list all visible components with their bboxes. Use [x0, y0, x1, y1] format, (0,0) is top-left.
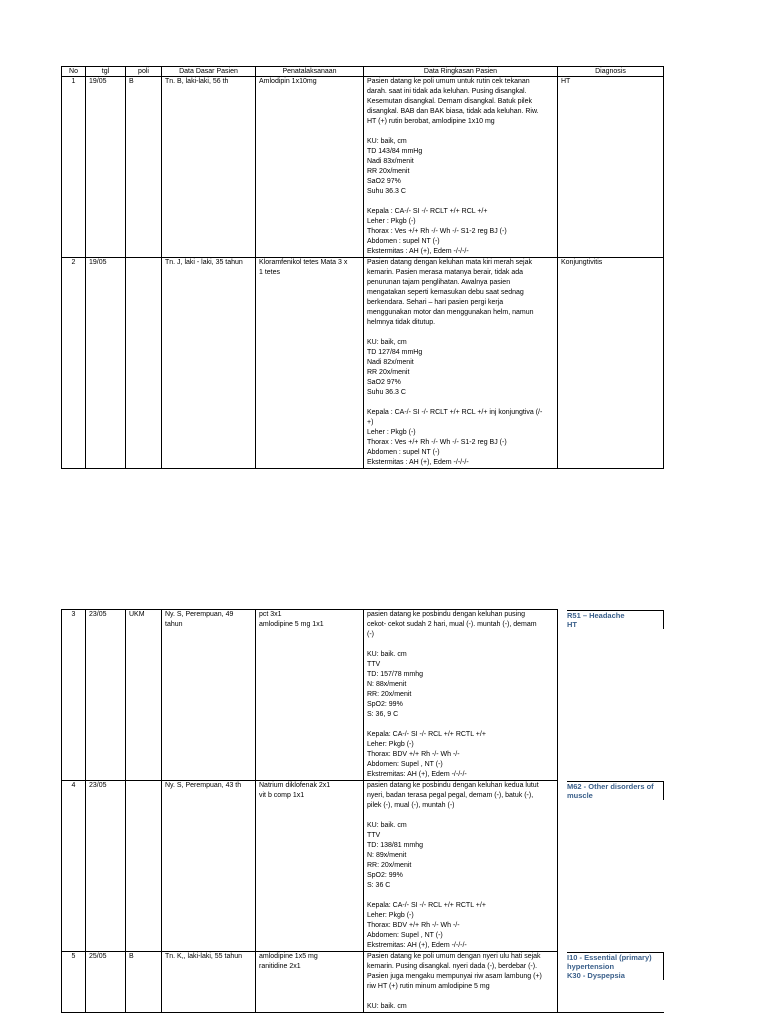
text-line: Natrium diklofenak 2x1: [259, 782, 331, 789]
text-line: Nadi 82x/menit: [367, 359, 414, 366]
text-line: Ny. S, Perempuan, 43 th: [165, 782, 242, 789]
text-line: N: 89x/menit: [367, 852, 407, 859]
text-line: berkendara. Sehari – hari pasien pergi kerja: [367, 299, 504, 306]
text-line: Kepala: CA-/- SI -/- RCL +/+ RCTL +/+: [367, 902, 486, 909]
cell-tgl: 19/05: [86, 77, 126, 258]
diagnosis-box: [567, 610, 664, 629]
cell-diagnosis: [558, 781, 664, 952]
text-line: +): [367, 419, 374, 426]
header-diagnosis: Diagnosis: [558, 67, 664, 77]
cell-no: 2: [62, 258, 86, 469]
text-line: kemarin. Pasien merasa matanya berair, tidak ada: [367, 269, 524, 276]
cell-ringkasan: [364, 77, 558, 258]
text-line: K30 - Dyspepsia: [567, 970, 625, 980]
text-line: Kepala: CA-/- SI -/- RCL +/+ RCTL +/+: [367, 731, 486, 738]
text-line: Suhu 36.3 C: [367, 188, 406, 195]
text-line: TD 127/84 mmHg: [367, 349, 423, 356]
cell-data-dasar: [162, 952, 256, 1013]
text-line: Amlodipin 1x10mg: [259, 78, 317, 85]
diagnosis-box: [567, 952, 664, 980]
text-line: Kesemutan disangkal. Demam disangkal. Batuk pilek: [367, 98, 532, 105]
text-line: Abdomen: Supel , NT (-): [367, 761, 443, 768]
text-line: pasien datang ke posbindu dengan keluhan kedua lutut: [367, 782, 539, 789]
text-line: HT (+) rutin berobat, amlodipine 1x10 mg: [367, 118, 495, 125]
text-line: RR: 20x/menit: [367, 862, 412, 869]
text-line: N: 88x/menit: [367, 681, 407, 688]
cell-tgl: 23/05: [86, 610, 126, 781]
cell-poli: B: [126, 77, 162, 258]
text-line: helmnya tidak ditutup.: [367, 319, 436, 326]
cell-poli: B: [126, 952, 162, 1013]
text-line: [367, 398, 554, 408]
text-line: darah. saat ini tidak ada keluhan. Pusing disangkal.: [367, 88, 527, 95]
text-line: Pasien datang ke poli umum untuk rutin cek tekanan: [367, 78, 530, 85]
cell-tgl: 25/05: [86, 952, 126, 1013]
text-line: Abdomen : supel NT (-): [367, 238, 440, 245]
cell-penatalaksanaan: [256, 781, 364, 952]
text-line: tahun: [165, 621, 183, 628]
text-line: TD: 157/78 mmhg: [367, 671, 424, 678]
text-line: hypertension: [567, 961, 615, 971]
text-line: Leher : Pkgb (-): [367, 429, 416, 436]
text-line: [367, 720, 554, 730]
text-line: Thorax: BDV +/+ Rh -/- Wh -/-: [367, 751, 460, 758]
text-line: muscle: [567, 790, 593, 800]
text-line: [367, 197, 554, 207]
text-line: 1 tetes: [259, 269, 281, 276]
cell-penatalaksanaan: [256, 258, 364, 469]
cell-diagnosis: [558, 77, 664, 258]
text-line: Leher : Pkgb (-): [367, 218, 416, 225]
header-no: No: [62, 67, 86, 77]
text-line: Leher: Pkgb (-): [367, 912, 414, 919]
patient-table-1: [61, 66, 664, 469]
text-line: Ekstermitas : AH (+), Edem -/-/-/-: [367, 248, 469, 255]
cell-penatalaksanaan: [256, 952, 364, 1013]
header-data-dasar: Data Dasar Pasien: [162, 67, 256, 77]
text-line: Suhu 36.3 C: [367, 389, 406, 396]
cell-diagnosis: [558, 610, 664, 781]
text-line: [367, 992, 554, 1002]
text-line: Ekstermitas : AH (+), Edem -/-/-/-: [367, 459, 469, 466]
text-line: vit b comp 1x1: [259, 792, 305, 799]
text-line: KU: baik. cm: [367, 651, 407, 658]
text-line: Konjungtivitis: [561, 259, 603, 266]
text-line: RR 20x/menit: [367, 168, 410, 175]
cell-tgl: 23/05: [86, 781, 126, 952]
cell-diagnosis: [558, 258, 664, 469]
table-row: [62, 77, 664, 258]
text-line: Tn. K,, laki-laki, 55 tahun: [165, 953, 243, 960]
text-line: SpO2: 99%: [367, 701, 403, 708]
cell-data-dasar: Tn. B, laki-laki, 56 th: [162, 77, 256, 258]
text-line: RR: 20x/menit: [367, 691, 412, 698]
text-line: SaO2 97%: [367, 379, 401, 386]
cell-poli: [126, 258, 162, 469]
table-row: [62, 952, 664, 1013]
text-line: ranitidine 2x1: [259, 963, 301, 970]
text-line: HT: [567, 619, 577, 629]
text-line: R51 – Headache: [567, 610, 625, 620]
text-line: Ny. S, Perempuan, 49: [165, 611, 234, 618]
text-line: [367, 127, 554, 137]
cell-data-dasar: Tn. J, laki - laki, 35 tahun: [162, 258, 256, 469]
text-line: KU: baik. cm: [367, 1003, 407, 1010]
text-line: Abdomen: Supel , NT (-): [367, 932, 443, 939]
cell-ringkasan: [364, 258, 558, 469]
header-tgl: tgl: [86, 67, 126, 77]
text-line: SpO2: 99%: [367, 872, 403, 879]
text-line: S: 36, 9 C: [367, 711, 399, 718]
cell-no: 5: [62, 952, 86, 1013]
table-header-row: [62, 67, 664, 77]
text-line: disangkal. BAB dan BAK biasa, tidak ada keluhan. Riw.: [367, 108, 539, 115]
text-line: TTV: [367, 661, 381, 668]
text-line: TD: 138/81 mmhg: [367, 842, 424, 849]
text-line: HT: [561, 78, 571, 85]
text-line: TD 143/84 mmHg: [367, 148, 423, 155]
text-line: nyeri, badan terasa pegal pegal, demam (-), batuk (-),: [367, 792, 534, 799]
text-line: pilek (-), mual (-), muntah (-): [367, 802, 455, 809]
text-line: Pasien datang dengan keluhan mata kiri merah sejak: [367, 259, 532, 266]
text-line: (-): [367, 631, 374, 638]
text-line: riw HT (+) rutin minum amlodipine 5 mg: [367, 983, 490, 990]
cell-poli: [126, 781, 162, 952]
cell-penatalaksanaan: [256, 77, 364, 258]
text-line: kemarin. Pusing disangkal. nyeri dada (-), berdebar (-).: [367, 963, 538, 970]
table-row: [62, 258, 664, 469]
cell-poli: UKM: [126, 610, 162, 781]
text-line: Kloramfenikol tetes Mata 3 x: [259, 259, 348, 266]
cell-ringkasan: [364, 610, 558, 781]
table-row: [62, 610, 664, 781]
text-line: penurunan tajam penglihatan. Awalnya pasien: [367, 279, 511, 286]
cell-no: 3: [62, 610, 86, 781]
text-line: Abdomen : supel NT (-): [367, 449, 440, 456]
text-line: Ekstremitas: AH (+), Edem -/-/-/-: [367, 942, 467, 949]
text-line: mengatakan seperti kemasukan debu saat sednag: [367, 289, 524, 296]
text-line: amlodipine 5 mg 1x1: [259, 621, 324, 628]
text-line: Thorax: BDV +/+ Rh -/- Wh -/-: [367, 922, 460, 929]
text-line: Pasien datang ke poli umum dengan nyeri ulu hati sejak: [367, 953, 541, 960]
text-line: Kepala : CA-/- SI -/- RCLT +/+ RCL +/+: [367, 208, 488, 215]
text-line: cekot- cekot sudah 2 hari, mual (-). muntah (-), demam: [367, 621, 537, 628]
text-line: KU: baik, cm: [367, 138, 407, 145]
cell-ringkasan: [364, 781, 558, 952]
header-poli: poli: [126, 67, 162, 77]
text-line: pct 3x1: [259, 611, 282, 618]
text-line: KU: baik. cm: [367, 822, 407, 829]
text-line: [367, 640, 554, 650]
text-line: [367, 891, 554, 901]
text-line: SaO2 97%: [367, 178, 401, 185]
cell-no: 4: [62, 781, 86, 952]
text-line: I10 - Essential (primary): [567, 952, 652, 962]
patient-table-2: [61, 609, 664, 1013]
text-line: Kepala : CA-/- SI -/- RCLT +/+ RCL +/+ inj konjungtiva (/-: [367, 409, 543, 416]
header-penatalaksanaan: Penatalaksanaan: [256, 67, 364, 77]
text-line: pasien datang ke posbindu dengan keluhan pusing: [367, 611, 526, 618]
text-line: Leher: Pkgb (-): [367, 741, 414, 748]
text-line: Thorax : Ves +/+ Rh -/- Wh -/- S1-2 reg BJ (-): [367, 439, 507, 446]
table-row: [62, 781, 664, 952]
cell-penatalaksanaan: [256, 610, 364, 781]
text-line: menggunakan motor dan menggunakan helm, namun: [367, 309, 534, 316]
text-line: [367, 328, 554, 338]
cell-no: 1: [62, 77, 86, 258]
cell-diagnosis: [558, 952, 664, 1013]
text-line: Pasien juga mengaku mempunyai riw asam lambung (+): [367, 973, 542, 980]
cell-ringkasan: [364, 952, 558, 1013]
text-line: RR 20x/menit: [367, 369, 410, 376]
header-ringkasan: Data Ringkasan Pasien: [364, 67, 558, 77]
text-line: KU: baik, cm: [367, 339, 407, 346]
text-line: TTV: [367, 832, 381, 839]
text-line: S: 36 C: [367, 882, 391, 889]
cell-data-dasar: [162, 610, 256, 781]
text-line: [367, 811, 554, 821]
diagnosis-box: [567, 781, 664, 800]
cell-tgl: 19/05: [86, 258, 126, 469]
cell-data-dasar: [162, 781, 256, 952]
text-line: Nadi 83x/menit: [367, 158, 414, 165]
text-line: M62 - Other disorders of: [567, 781, 654, 791]
text-line: Ekstremitas: AH (+), Edem -/-/-/-: [367, 771, 467, 778]
text-line: Thorax : Ves +/+ Rh -/- Wh -/- S1-2 reg BJ (-): [367, 228, 507, 235]
text-line: amlodipine 1x5 mg: [259, 953, 318, 960]
